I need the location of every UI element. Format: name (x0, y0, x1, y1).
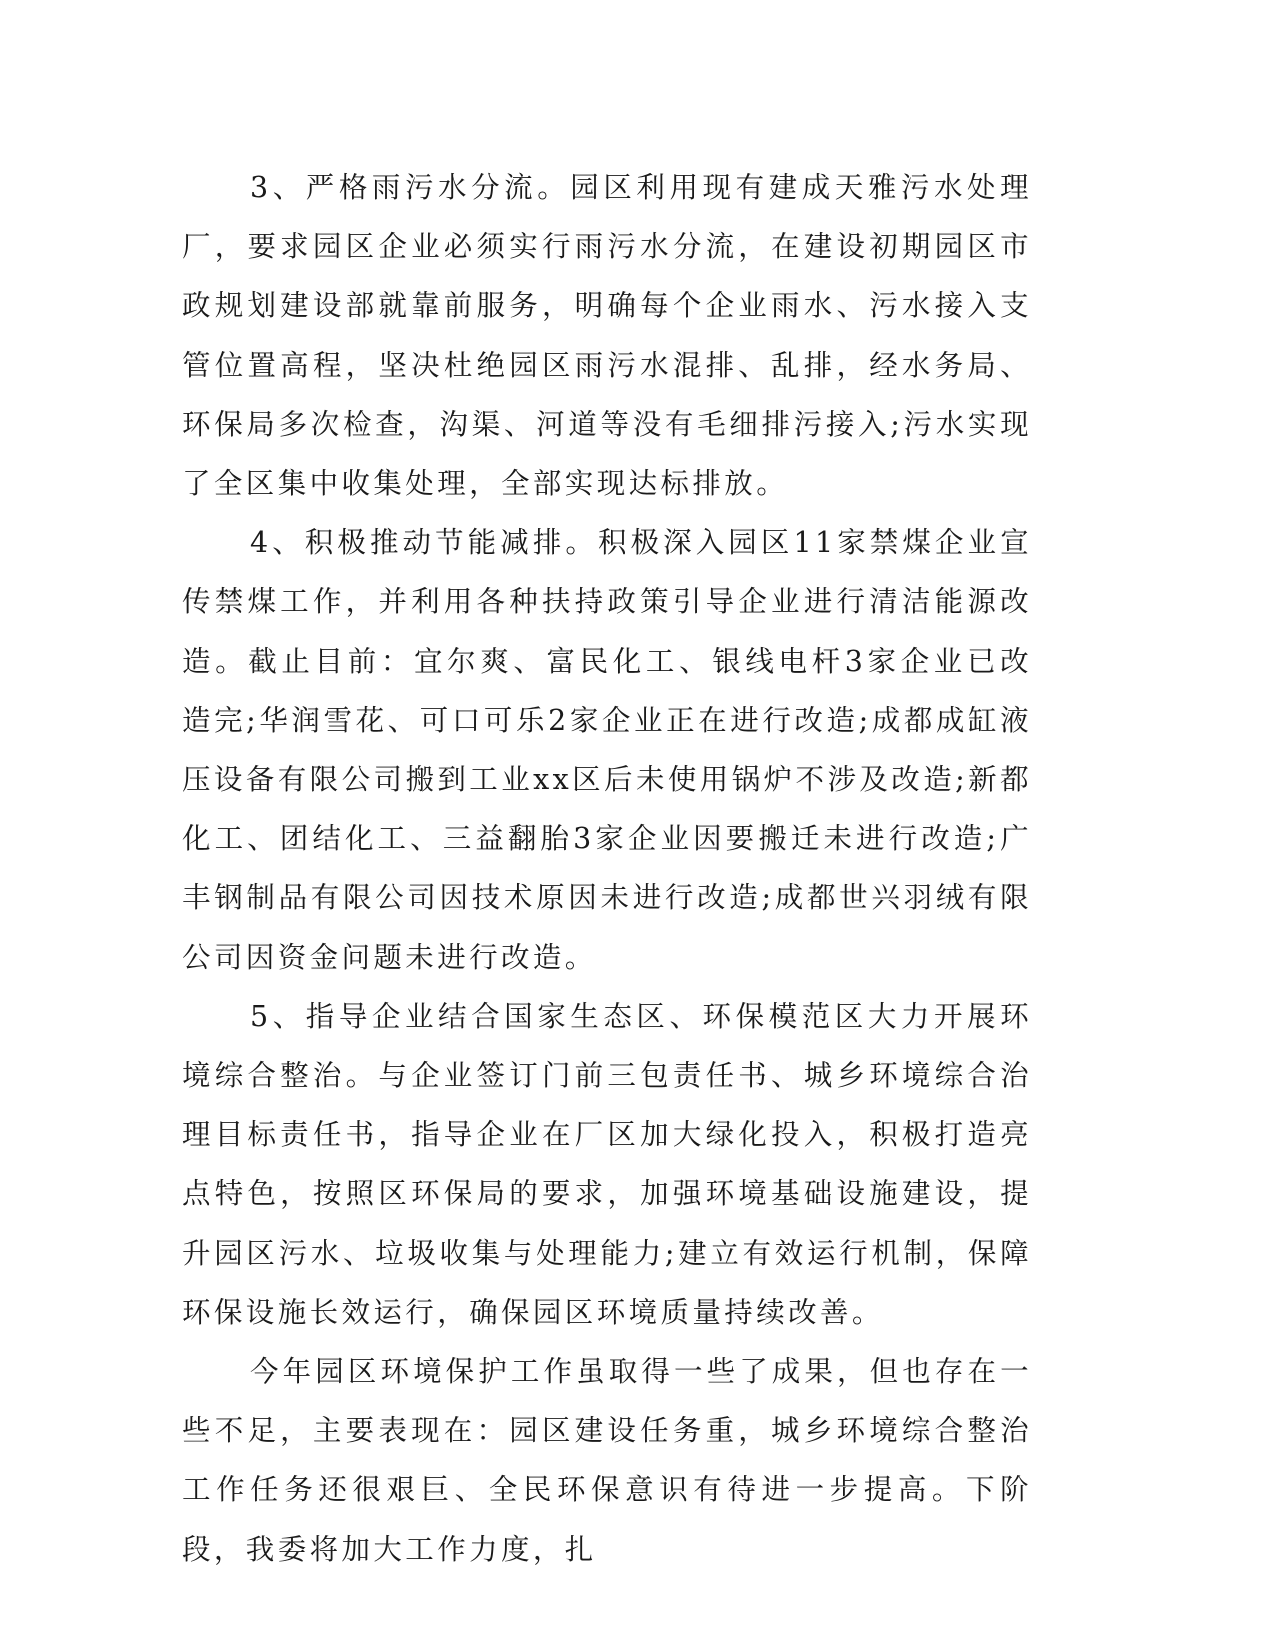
paragraph-shortcomings: 今年园区环境保护工作虽取得一些了成果，但也存在一些不足，主要表现在：园区建设任务重，城乡环境综合整治工作任务还很艰巨、全民环保意识有待进一步提高。下阶段，我委将加大工作力度，扎 (182, 1355, 1032, 1566)
paragraph-rain-sewage-separation: 3、严格雨污水分流。园区利用现有建成天雅污水处理厂，要求园区企业必须实行雨污水分流，在建设初期园区市政规划建设部就靠前服务，明确每个企业雨水、污水接入支管位置高程，坚决杜绝园区雨污水混排、乱排，经水务局、环保局多次检查，沟渠、河道等没有毛细排污接入;污水实现了全区集中收集处理，全部实现达标排放。 (182, 171, 1032, 501)
document-body (182, 158, 1032, 1598)
paragraph-environment-rectification: 5、指导企业结合国家生态区、环保模范区大力开展环境综合整治。与企业签订门前三包责任书、城乡环境综合治理目标责任书，指导企业在厂区加大绿化投入，积极打造亮点特色，按照区环保局的要求，加强环境基础设施建设，提升园区污水、垃圾收集与处理能力;建立有效运行机制，保障环保设施长效运行，确保园区环境质量持续改善。 (182, 999, 1032, 1329)
paragraph-energy-saving: 4、积极推动节能减排。积极深入园区11家禁煤企业宣传禁煤工作，并利用各种扶持政策引导企业进行清洁能源改造。截止目前：宜尔爽、富民化工、银线电杆3家企业已改造完;华润雪花、可口可乐2家企业正在进行改造;成都成缸液压设备有限公司搬到工业xx区后未使用锅炉不涉及改造;新都化工、团结化工、三益翻胎3家企业因要搬迁未进行改造;广丰钢制品有限公司因技术原因未进行改造;成都世兴羽绒有限公司因资金问题未进行改造。 (182, 526, 1032, 974)
